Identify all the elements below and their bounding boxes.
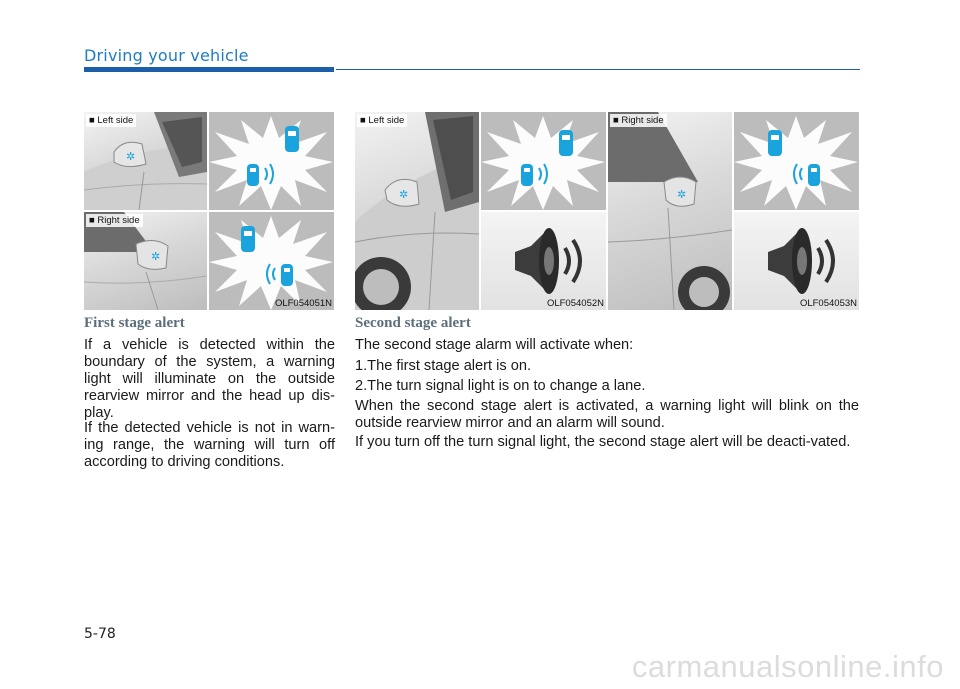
second-stage-item-1: 1.The first stage alert is on. — [355, 358, 532, 374]
first-stage-paragraph-2: If the detected vehicle is not in warn-ing range, the warning will turn off according to driving conditions. — [84, 420, 335, 470]
figure-first-stage — [84, 112, 334, 310]
header-bar — [84, 67, 334, 72]
figure1-code: OLF054051N — [274, 298, 332, 309]
burst-left-image — [209, 112, 334, 210]
watermark: carmanualsonline.info — [631, 649, 944, 684]
figure-second-stage-right — [608, 112, 859, 310]
car-right-side-image — [608, 112, 732, 310]
figure2-label: ■ Left side — [357, 114, 407, 127]
figure-second-stage-left — [355, 112, 606, 310]
speaker-right-image — [734, 212, 859, 310]
car-left-side-image — [355, 112, 479, 310]
section-title: Driving your vehicle — [84, 46, 249, 65]
page-number: 5-78 — [84, 626, 116, 642]
svg-text:✲: ✲ — [126, 150, 136, 163]
svg-text:✲: ✲ — [677, 188, 687, 201]
second-stage-heading: Second stage alert — [355, 315, 471, 331]
figure1-label-left: ■ Left side — [86, 114, 136, 127]
header-rule — [336, 69, 860, 70]
speaker-left-image — [481, 212, 606, 310]
second-stage-paragraph-2: If you turn off the turn signal light, the second stage alert will be deacti-vated. — [355, 434, 851, 450]
figure2-code: OLF054052N — [546, 298, 604, 309]
figure3-label: ■ Right side — [610, 114, 667, 127]
figure1-label-right: ■ Right side — [86, 214, 143, 227]
first-stage-paragraph-1: If a vehicle is detected within the boundary of the system, a warning light will illuminate on the outside rearview mirror and the head up dis-play. — [84, 337, 335, 421]
burst-right-image — [209, 212, 334, 310]
first-stage-heading: First stage alert — [84, 315, 185, 331]
second-stage-item-2: 2.The turn signal light is on to change a lane. — [355, 378, 646, 394]
svg-text:✲: ✲ — [399, 188, 409, 201]
svg-text:✲: ✲ — [151, 250, 161, 263]
second-stage-intro: The second stage alarm will activate when: — [355, 337, 634, 353]
burst-second-right-image — [734, 112, 859, 210]
figure3-code: OLF054053N — [799, 298, 857, 309]
burst-second-left-image — [481, 112, 606, 210]
second-stage-paragraph-1: When the second stage alert is activated, a warning light will blink on the outside rearview mirror and an alarm will sound. — [355, 398, 859, 431]
